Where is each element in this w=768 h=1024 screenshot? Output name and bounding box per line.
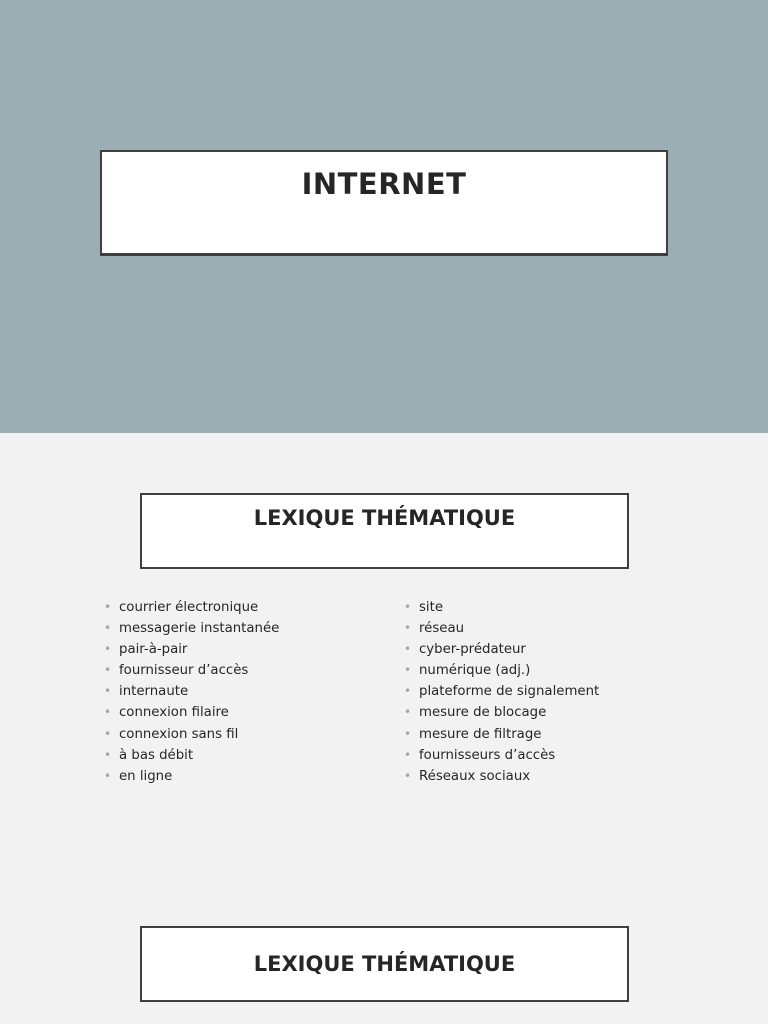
list-item — [104, 597, 279, 618]
term-label: pair-à-pair — [119, 642, 188, 658]
list-item — [104, 745, 279, 766]
term-label: messagerie instantanée — [119, 621, 280, 637]
title-box — [100, 150, 668, 256]
term-label: numérique (adj.) — [419, 663, 531, 679]
term-label: mesure de blocage — [419, 705, 547, 721]
list-item — [104, 702, 279, 723]
list-item — [104, 660, 279, 681]
bullet-icon: • — [404, 663, 412, 678]
lexicon-heading-box — [140, 493, 629, 569]
bullet-icon: • — [404, 600, 412, 614]
term-label: fournisseur d’accès — [119, 663, 249, 679]
lexicon-heading-box — [140, 926, 629, 1002]
bullet-icon: • — [104, 663, 112, 678]
list-item — [104, 639, 279, 660]
list-item — [404, 724, 599, 745]
bullet-icon: • — [104, 642, 112, 657]
term-label: cyber-prédateur — [419, 642, 526, 658]
bullet-icon: • — [404, 726, 412, 741]
list-item — [404, 660, 599, 681]
list-item — [404, 766, 599, 787]
term-label: mesure de filtrage — [419, 726, 542, 742]
bullet-icon: • — [404, 705, 412, 720]
bullet-icon: • — [404, 621, 412, 636]
term-label: réseau — [419, 621, 465, 637]
lexicon-heading: LEXIQUE THÉMATIQUE — [253, 952, 516, 976]
bullet-icon: • — [404, 684, 412, 699]
term-label: fournisseurs d’accès — [419, 747, 556, 763]
bullet-icon: • — [104, 747, 112, 762]
term-list-right — [404, 597, 599, 787]
bullet-icon: • — [404, 768, 412, 783]
lexicon-heading: LEXIQUE THÉMATIQUE — [253, 506, 516, 530]
list-item — [404, 702, 599, 723]
term-label: site — [419, 600, 444, 615]
bullet-icon: • — [104, 726, 112, 741]
term-label: connexion filaire — [119, 705, 229, 721]
list-item — [104, 766, 279, 787]
list-item — [404, 681, 599, 702]
list-item — [404, 639, 599, 660]
list-item — [104, 681, 279, 702]
bullet-icon: • — [104, 600, 112, 614]
term-label: Réseaux sociaux — [419, 768, 531, 784]
term-label: courrier électronique — [119, 600, 259, 615]
term-list-left — [104, 597, 279, 787]
title-slide — [0, 0, 768, 433]
term-label: connexion sans fil — [119, 726, 239, 742]
list-item — [404, 597, 599, 618]
bullet-icon: • — [104, 621, 112, 636]
list-item — [104, 724, 279, 745]
term-label: plateforme de signalement — [419, 684, 600, 700]
bullet-icon: • — [104, 684, 112, 699]
bullet-icon: • — [104, 768, 112, 783]
term-label: en ligne — [119, 768, 173, 784]
bullet-icon: • — [404, 747, 412, 762]
bullet-icon: • — [104, 705, 112, 720]
slide-title: INTERNET — [301, 167, 467, 201]
term-label: internaute — [119, 684, 189, 700]
list-item — [104, 618, 279, 639]
term-label: à bas débit — [119, 747, 194, 763]
list-item — [404, 618, 599, 639]
list-item — [404, 745, 599, 766]
bullet-icon: • — [404, 642, 412, 657]
